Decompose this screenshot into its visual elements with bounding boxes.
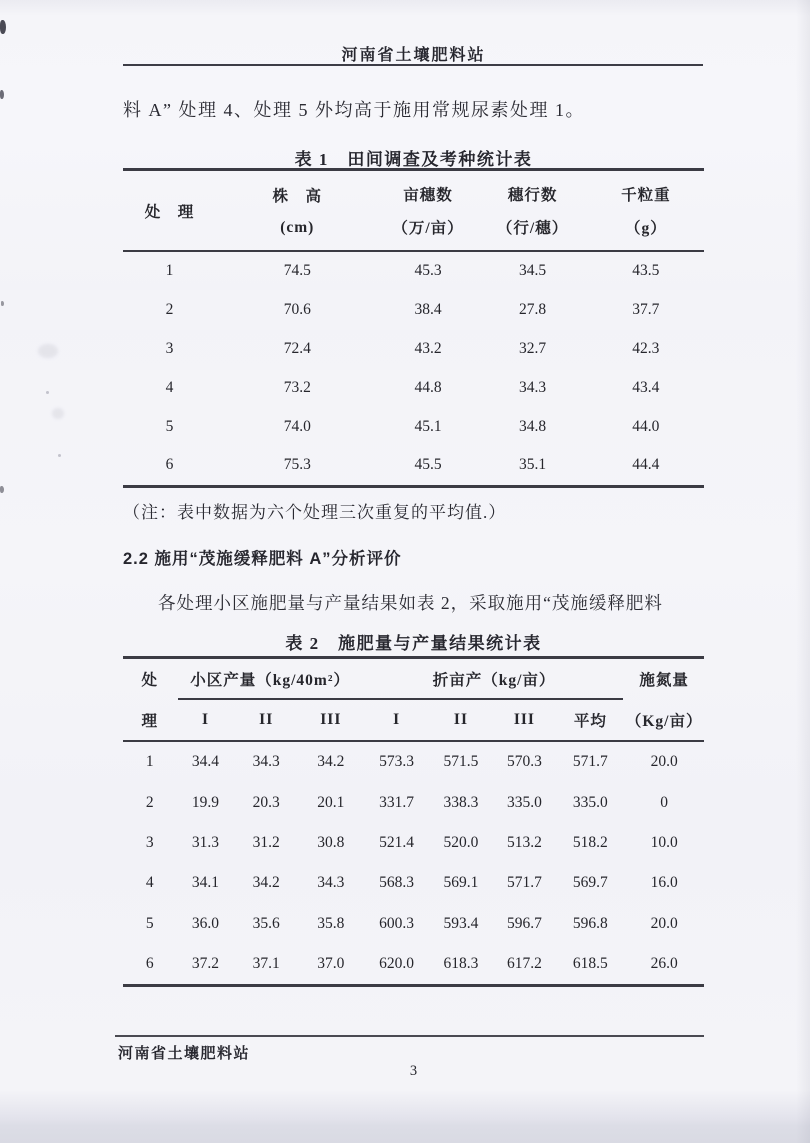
cell: 2 [145, 793, 154, 811]
cell: 26.0 [650, 955, 678, 973]
cell: 34.3 [317, 874, 345, 892]
table2-header-plot-yield-group: 小区产量（kg/40m²） [190, 672, 350, 690]
table2-header-nitrogen: 施氮量 [639, 672, 689, 690]
cell: 335.0 [572, 793, 608, 811]
cell: 600.3 [379, 914, 415, 932]
table-row [123, 330, 704, 369]
table2-subheader-rep2b: II [453, 710, 468, 728]
cell: 3 [165, 339, 174, 357]
cell: 36.0 [191, 914, 220, 932]
table-row [123, 742, 704, 782]
cell: 331.7 [379, 793, 415, 811]
cell: 5 [145, 914, 154, 932]
cell: 10.0 [650, 833, 678, 851]
header-unit: （g） [624, 220, 667, 238]
table-row [123, 446, 704, 485]
cell: 45.1 [414, 417, 442, 435]
cell: 31.3 [191, 833, 220, 851]
cell: 37.7 [632, 301, 660, 319]
cell: 19.9 [191, 793, 220, 811]
header-label: 处 理 [144, 203, 195, 221]
intro-paragraph: 料 A” 处理 4、处理 5 外均高于施用常规尿素处理 1。 [123, 100, 585, 120]
cell: 20.3 [252, 793, 280, 811]
table2-header-treatment-top: 处 [141, 672, 158, 690]
cell: 573.3 [379, 753, 415, 771]
footer-organization: 河南省土壤肥料站 [118, 1046, 251, 1062]
cell: 30.8 [317, 833, 345, 851]
table2-subheader-rep3: III [320, 710, 342, 728]
cell: 20.0 [650, 914, 678, 932]
cell: 4 [165, 378, 174, 396]
table1-header-ear-count [379, 171, 478, 250]
body-paragraph: 各处理小区施肥量与产量结果如表 2，采取施用“茂施缓释肥料 [158, 593, 663, 613]
cell: 74.0 [283, 417, 311, 435]
scan-artifact [0, 20, 6, 34]
cell: 16.0 [650, 874, 678, 892]
table1-footnote: （注：表中数据为六个处理三次重复的平均值.） [123, 503, 507, 522]
table1-title: 表 1 田间调查及考种统计表 [294, 150, 533, 169]
cell: 75.3 [283, 456, 311, 474]
cell: 34.3 [519, 378, 547, 396]
cell: 34.1 [191, 874, 220, 892]
cell: 618.5 [572, 955, 608, 973]
cell: 571.7 [572, 753, 608, 771]
cell: 3 [145, 833, 154, 851]
table-row [123, 823, 704, 863]
cell: 0 [660, 793, 669, 811]
table2-subheader-average: 平均 [573, 712, 607, 730]
cell: 569.1 [443, 874, 479, 892]
table2-header-nitrogen-unit: （Kg/亩） [625, 712, 703, 730]
cell: 338.3 [443, 793, 479, 811]
header-rule [123, 64, 703, 66]
cell: 32.7 [519, 339, 547, 357]
cell: 74.5 [283, 262, 311, 280]
cell: 37.0 [317, 955, 345, 973]
page-number: 3 [409, 1063, 418, 1079]
cell: 618.3 [443, 955, 479, 973]
table1-header-kernel-weight [588, 171, 704, 250]
table-row [123, 863, 704, 903]
cell: 27.8 [519, 301, 547, 319]
cell: 37.2 [191, 955, 220, 973]
cell: 72.4 [283, 339, 311, 357]
cell: 34.8 [519, 417, 547, 435]
cell: 45.3 [414, 262, 442, 280]
cell: 20.1 [317, 793, 345, 811]
group-header-underline [178, 698, 622, 700]
header-label: 穗行数 [507, 186, 558, 204]
header-unit: （万/亩） [392, 220, 464, 238]
cell: 34.5 [519, 262, 547, 280]
cell: 596.8 [572, 914, 608, 932]
cell: 31.2 [252, 833, 280, 851]
cell: 43.5 [632, 262, 660, 280]
scan-artifact [1, 301, 4, 306]
cell: 73.2 [283, 378, 311, 396]
cell: 35.1 [519, 456, 547, 474]
scan-artifact [0, 90, 4, 99]
table-row [123, 252, 704, 291]
cell: 2 [165, 301, 174, 319]
table-row [123, 407, 704, 446]
header-label: 千粒重 [621, 186, 671, 204]
cell: 44.0 [632, 417, 660, 435]
table2-header-treatment-bottom: 理 [141, 712, 158, 730]
header-unit: （行/穗） [496, 220, 569, 238]
cell: 4 [145, 874, 154, 892]
header-label: 亩穗数 [403, 186, 453, 204]
table2-header [123, 659, 704, 742]
cell: 20.0 [650, 753, 678, 771]
cell: 34.4 [191, 753, 220, 771]
table2-subheader-rep3b: III [513, 710, 535, 728]
cell: 5 [165, 417, 174, 435]
scan-smudge [38, 344, 58, 358]
table1-header-treatment [123, 171, 216, 250]
footer-rule [115, 1035, 704, 1037]
cell: 34.2 [317, 753, 345, 771]
scan-smudge [52, 408, 64, 419]
table2-title: 表 2 施肥量与产量结果统计表 [285, 634, 542, 653]
table2-subheader-rep1: I [201, 710, 209, 728]
section-heading: 2.2 施用“茂施缓释肥料 A”分析评价 [123, 550, 402, 568]
cell: 1 [165, 262, 174, 280]
cell: 596.7 [506, 914, 542, 932]
cell: 6 [145, 955, 154, 973]
table2-header-per-mu-yield-group: 折亩产（kg/亩） [432, 672, 556, 690]
cell: 571.5 [443, 753, 479, 771]
cell: 593.4 [443, 914, 479, 932]
table1 [123, 168, 704, 488]
cell: 520.0 [443, 833, 479, 851]
cell: 43.2 [414, 339, 442, 357]
table1-header-row [123, 171, 704, 252]
cell: 70.6 [283, 301, 311, 319]
table2 [123, 656, 704, 987]
cell: 518.2 [572, 833, 608, 851]
cell: 569.7 [572, 874, 608, 892]
cell: 35.8 [317, 914, 345, 932]
scan-artifact [0, 486, 4, 493]
table-row [123, 368, 704, 407]
cell: 44.4 [632, 456, 660, 474]
table2-subheader-rep2: II [259, 710, 274, 728]
cell: 43.4 [632, 378, 660, 396]
cell: 35.6 [252, 914, 280, 932]
table-row [123, 944, 704, 984]
header-unit: (cm) [280, 219, 315, 236]
cell: 1 [145, 753, 154, 771]
cell: 570.3 [506, 753, 542, 771]
page-header-title: 河南省土壤肥料站 [341, 47, 486, 64]
cell: 38.4 [414, 301, 442, 319]
cell: 335.0 [506, 793, 542, 811]
table-row [123, 904, 704, 944]
table-row [123, 291, 704, 330]
cell: 568.3 [379, 874, 415, 892]
cell: 34.3 [252, 753, 280, 771]
table1-header-plant-height [216, 171, 379, 250]
scan-dot [46, 391, 49, 394]
cell: 620.0 [379, 955, 415, 973]
table1-header-rows-per-ear [477, 171, 587, 250]
cell: 45.5 [414, 456, 442, 474]
cell: 617.2 [506, 955, 542, 973]
cell: 42.3 [632, 339, 660, 357]
scan-dot [58, 454, 61, 457]
cell: 6 [165, 456, 174, 474]
cell: 44.8 [414, 378, 442, 396]
cell: 571.7 [506, 874, 542, 892]
cell: 34.2 [252, 874, 280, 892]
cell: 37.1 [252, 955, 280, 973]
cell: 513.2 [506, 833, 542, 851]
header-label: 株 高 [272, 188, 323, 205]
cell: 521.4 [379, 833, 415, 851]
table-row [123, 782, 704, 822]
table2-subheader-rep1b: I [393, 710, 401, 728]
